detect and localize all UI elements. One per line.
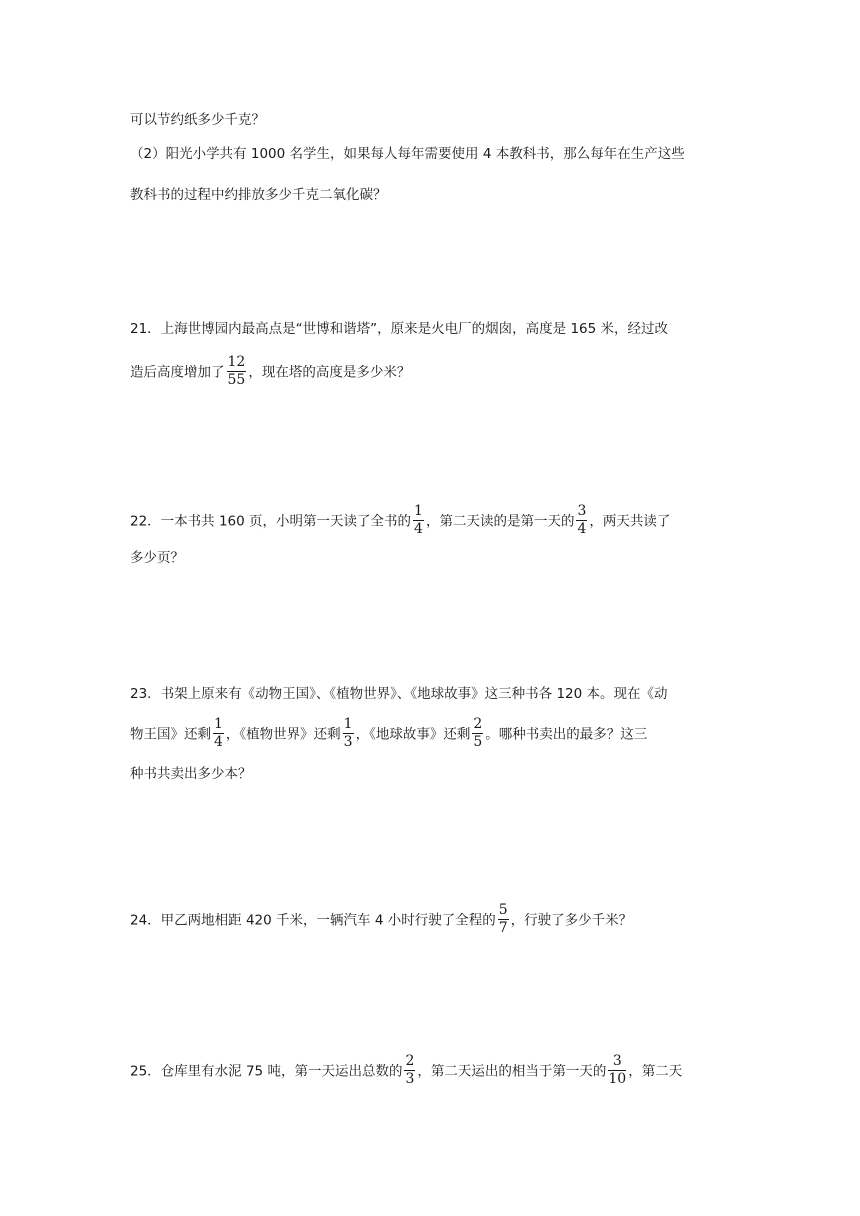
q24-line1 [130,904,632,937]
fraction: $\frac{1}{4}$ [214,716,223,750]
q24-text: 24．甲乙两地相距 420 千米，一辆汽车 4 小时行驶了全程的 [130,912,496,929]
q23-text: ，《植物世界》还剩 [225,726,341,743]
fraction: $\frac{5}{7}$ [498,902,508,936]
q25-text: 25．仓库里有水泥 75 吨，第一天运出总数的 [130,1063,403,1080]
q22-text: ，第二天读的是第一天的 [425,513,575,530]
q22-text: ，两天共读了 [589,513,671,530]
q23-line1: 23．书架上原来有《动物王国》、《植物世界》、《地球故事》这三种书各 120 本。现在《动 [130,686,668,702]
q23-line3: 种书共卖出多少本？ [130,766,252,782]
q21-line2 [130,356,410,389]
q20-part2-line2: 教科书的过程中约排放多少千克二氧化碳？ [130,187,387,203]
fraction: $\frac{12}{55}$ [227,354,246,388]
q21-text: 造后高度增加了 [130,364,225,381]
q23-text: 。哪种书卖出的最多？这三 [485,726,648,743]
q22-line1 [130,505,670,538]
q22-text: 22．一本书共 160 页，小明第一天读了全书的 [130,513,412,530]
q22-line2: 多少页？ [130,550,184,566]
fraction: $\frac{2}{3}$ [405,1053,415,1087]
q24-text: ，行驶了多少千米？ [510,912,633,929]
q21-line1: 21．上海世博园内最高点是“世博和谐塔”，原来是火电厂的烟囱，高度是 165 米，经过改 [130,321,669,337]
fraction: $\frac{3}{4}$ [577,503,587,537]
q20-part2-line1: （2）阳光小学共有 1000 名学生，如果每人每年需要使用 4 本教科书，那么每年在生产这些 [130,146,685,162]
fraction: $\frac{1}{3}$ [343,716,353,750]
q25-text: ，第二天运出的相当于第一天的 [417,1063,607,1080]
fraction: $\frac{2}{5}$ [473,716,483,750]
q21-text: ，现在塔的高度是多少米？ [248,364,411,381]
q20-part1-tail: 可以节约纸多少千克？ [130,112,265,128]
q25-line1 [130,1055,682,1088]
q23-text: ，《地球故事》还剩 [355,726,471,743]
fraction: $\frac{3}{10}$ [608,1053,627,1087]
fraction: $\frac{1}{4}$ [414,503,423,537]
q23-text: 物王国》还剩 [130,726,211,743]
q25-text: ，第二天 [628,1063,683,1080]
q23-line2 [130,718,647,751]
